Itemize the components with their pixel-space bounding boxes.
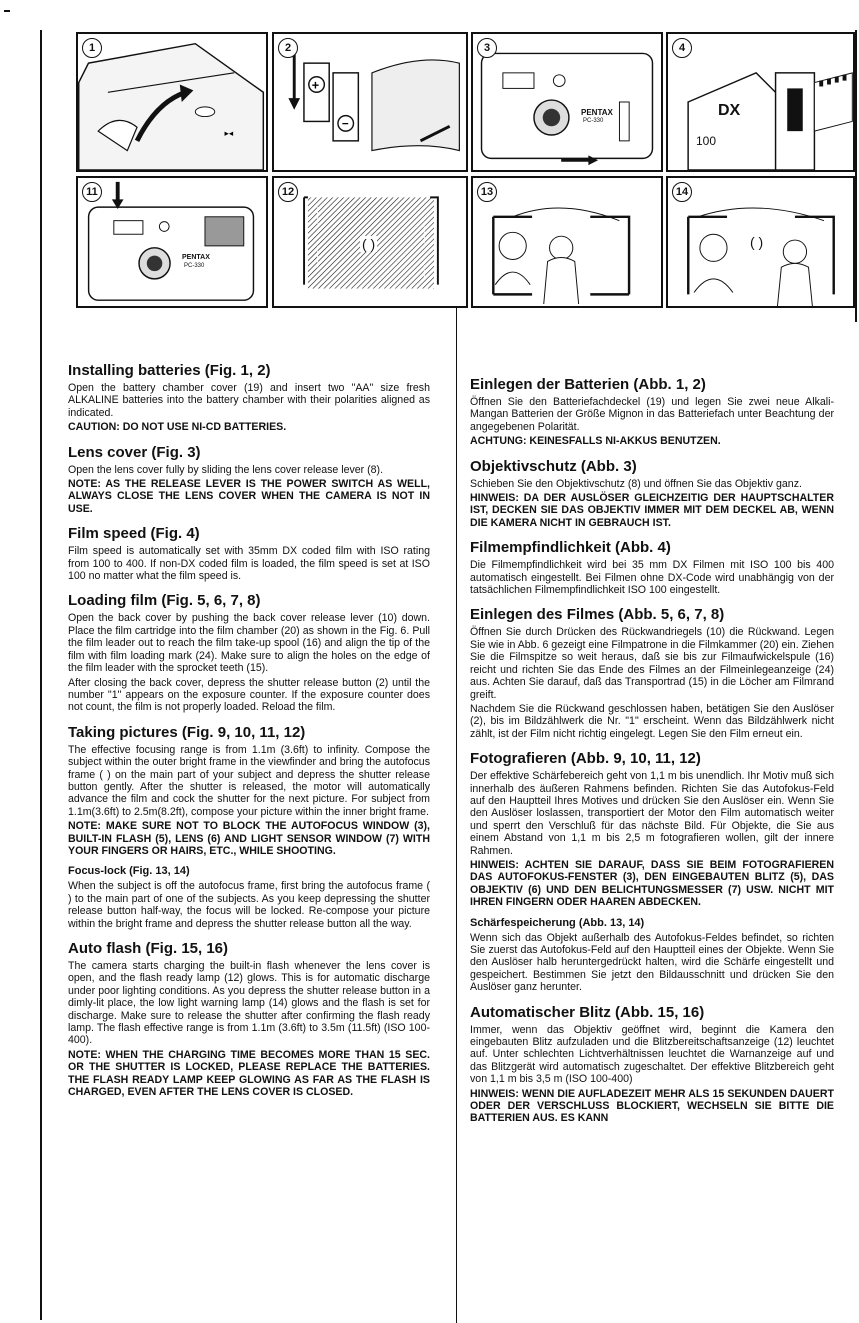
loading-film-text-1: Open the back cover by pushing the back cover release lever (10) down. Place the film cartridge into the film chamber (20) as shown in the Fig. 6. Pull the film leader out to reach the film take-up spool (16) and align the tip of the film with film loading mark (24). Make sure to align the holes on the edge of the film leader with the sprocket teeth (15).: [68, 612, 430, 675]
figure-13: [471, 176, 663, 308]
figure-3-illustration: [473, 34, 661, 170]
einlegen-film-text-2: Nachdem Sie die Rückwand geschlossen haben, betätigen Sie den Auslöser (2), bis im Bildzählwerk die Nr. "1" erscheint. Wenn das Bildzählwerk nicht zählt, ist der Film nicht richtig eingelegt. Legen Sie den Film erneut ein.: [470, 702, 834, 740]
english-column: [68, 362, 430, 1100]
figure-4-illustration: [668, 34, 853, 170]
figure-number: 14: [672, 182, 692, 202]
figure-11: [76, 176, 268, 308]
lens-cover-text: Open the lens cover fully by sliding the lens cover release lever (8).: [68, 463, 384, 476]
german-column: [470, 376, 834, 1127]
filmempfindlichkeit-text: Die Filmempfindlichkeit wird bei 35 mm DX Filmen mit ISO 100 bis 400 automatisch eingestellt. Bei Filmen ohne DX-Code wird unabhängig von der tatsächlichen Filmempfindlichkeit ISO 100 eingestellt.: [470, 559, 834, 597]
figure-number: 13: [477, 182, 497, 202]
batterien-achtung: ACHTUNG: KEINESFALLS NI-AKKUS BENUTZEN.: [470, 435, 721, 448]
fotografieren-text: Der effektive Schärfebereich geht von 1,1 m bis unendlich. Ihr Motiv muß sich innerhalb des äußeren Rahmens befinden. Richten Sie das Autofokus-Feld auf den Hauptteil Ihres Motives und drücken Sie den Auslöser ein. Wenn Sie den Auslöser loslassen, transportiert der Motor den Film automatisch weiter und sperrt den Verschluß für das nächste Bild. Für Objekte, die Sie aus einem Abstand von 1,1 m bis 2,5 m fotografieren wollen, gilt der innere Rahmen.: [470, 770, 834, 857]
figure-12: [272, 176, 468, 308]
lens-cover-note: NOTE: AS THE RELEASE LEVER IS THE POWER SWITCH AS WELL, ALWAYS CLOSE THE LENS COVER WHEN THE CAMERA IS NOT IN USE.: [68, 478, 430, 515]
section-title-focus-lock: Focus-lock (Fig. 13, 14): [68, 865, 190, 878]
figure-number: 11: [82, 182, 102, 202]
film-speed-text: Film speed is automatically set with 35mm DX coded film with ISO rating from 100 to 400. If non-DX coded film is loaded, the film speed is set at ISO 100 no matter what the film speed is.: [68, 545, 430, 583]
auto-flash-note: NOTE: WHEN THE CHARGING TIME BECOMES MORE THAN 15 SEC. OR THE SHUTTER IS LOCKED, PLEASE REPLACE THE BATTERIES. THE FLASH READY LAMP KEEP GLOWING AS FAR AS THE FLASH IS CHARGED, EVEN AFTER THE LENS COVER IS CLOSED.: [68, 1048, 430, 1099]
figure-number: 1: [82, 38, 102, 58]
batteries-caution: CAUTION: DO NOT USE NI-CD BATTERIES.: [68, 421, 287, 434]
model-label: PC-330: [184, 263, 205, 269]
svg-text:+: +: [311, 78, 320, 93]
section-title-filmempfindlichkeit: Filmempfindlichkeit (Abb. 4): [470, 539, 671, 557]
autofocus-frame-mark: ( ): [750, 234, 764, 250]
left-border-line: [40, 30, 42, 1320]
batterien-text: Öffnen Sie den Batteriefachdeckel (19) und legen Sie zwei neue Alkali-Mangan Batterien der Größe Mignon in das Batteriefach unter Beachtung der angegebenen Polarität.: [470, 396, 834, 433]
section-title-batterien: Einlegen der Batterien (Abb. 1, 2): [470, 376, 706, 393]
objektivschutz-hinweis: HINWEIS: DA DER AUSLÖSER GLEICHZEITIG DER HAUPTSCHALTER IST, DECKEN SIE DAS OBJEKTIV IMMER MIT DEM DECKEL AB, WENN DIE KAMERA NICHT IN GEBRAUCH IST.: [470, 492, 834, 529]
figure-number: 2: [278, 38, 298, 58]
batteries-text: Open the battery chamber cover (19) and insert two "AA" size fresh ALKALINE batteries into the battery chamber with their polarities aligned as indicated.: [68, 382, 430, 419]
automatischer-blitz-text: Immer, wenn das Objektiv geöffnet wird, beginnt die Kamera den eingebauten Blitz aufzuladen und die Blitzbereitschaftsanzeige (12) leuchtet auf. Unter schlechten Lichtverhältnissen leuchtet die Warnanzeige auf und das Blitzgerät wird automatisch zugeschaltet. Der effektive Blitzbereich geht von 1,1 m bis 3,5 m (ISO 100-400): [470, 1023, 834, 1086]
schaerfespeicherung-text: Wenn sich das Objekt außerhalb des Autofokus-Feldes befindet, so richten Sie zuerst das Autofokus-Feld auf den Hauptteil eines der Objekte. Wenn Sie den Auslöser halb heruntergedrückt halten, wird die Schärfe eingestellt und gespeichert. Bestimmen Sie jetzt den Bildausschnitt und drücken Sie den Auslöser ganz herunter.: [470, 931, 834, 994]
loading-film-text-2: After closing the back cover, depress the shutter release button (2) until the number "1" appears on the exposure counter. If the exposure counter does not count, the film is not properly loaded. Reload the film.: [68, 676, 430, 714]
figure-2-illustration: [274, 34, 466, 170]
dx-mark: DX: [718, 102, 741, 119]
figure-11-illustration: [78, 178, 266, 306]
taking-pictures-text: The effective focusing range is from 1.1m (3.6ft) to infinity. Compose the subject within the outer bright frame in the viewfinder and bring the autofocus frame ( ) on the main part of your subject and depress the shutter release button gently. After the shutter is released, the motor will automatically advance the film and cock the shutter for the next picture. For subject from 1.1m(3.6ft) to 2.5m(8.2ft), compose your picture within the inner bright frame.: [68, 743, 430, 818]
section-title-lens-cover: Lens cover (Fig. 3): [68, 443, 201, 461]
box-iso-label: 100: [696, 134, 717, 148]
figure-number: 12: [278, 182, 298, 202]
objektivschutz-text: Schieben Sie den Objektivschutz (8) und öffnen Sie das Objektiv ganz.: [470, 477, 802, 490]
focus-lock-text: When the subject is off the autofocus frame, first bring the autofocus frame ( ) to the main part of one of the subjects. As you keep depressing the shutter release button half-way, the focus will be locked. Re-compose your picture within the bright frame and depress the shutter release button all the way.: [68, 880, 430, 930]
section-title-fotografieren: Fotografieren (Abb. 9, 10, 11, 12): [470, 750, 701, 768]
section-title-taking-pictures: Taking pictures (Fig. 9, 10, 11, 12): [68, 723, 306, 741]
figure-13-illustration: [473, 178, 661, 306]
autofocus-frame-mark: ( ): [362, 236, 376, 252]
figure-4: [666, 32, 855, 172]
section-title-film-speed: Film speed (Fig. 4): [68, 525, 200, 543]
svg-text:▸◂: ▸◂: [224, 128, 234, 138]
figure-2: [272, 32, 468, 172]
column-divider: [456, 308, 457, 1323]
page-mark: [4, 10, 10, 12]
right-border-line: [855, 30, 857, 322]
taking-pictures-note: NOTE: MAKE SURE NOT TO BLOCK THE AUTOFOCUS WINDOW (3), BUILT-IN FLASH (5), LENS (6) AND LIGHT SENSOR WINDOW (7) WITH YOUR FINGERS OR HAIRS, ETC., WHILE SHOOTING.: [68, 820, 430, 857]
fotografieren-hinweis: HINWEIS: ACHTEN SIE DARAUF, DASS SIE BEIM FOTOGRAFIEREN DAS AUTOFOKUS-FENSTER (3), DEN EINGEBAUTEN BLITZ (5), DAS OBJEKTIV (6) UND DEN BELICHTUNGSMESSER (7) USW. NICHT MIT IHREN FINGERN ODER HAAREN ABDECKEN.: [470, 858, 834, 909]
section-title-loading-film: Loading film (Fig. 5, 6, 7, 8): [68, 592, 261, 610]
auto-flash-text: The camera starts charging the built-in flash whenever the lens cover is open, and the flash ready lamp (12) glows. This is for automatic discharge under poor lighting conditions. As you depress the shutter release button in a dimly-lit place, the low light warning lamp (14) glows and the flash is set for discharge. Make sure to release the shutter after confirming the flash ready lamp. The flash effective range is from 1.1m (3.6ft) to 3.5m (11.5ft) (ISO 100-400).: [68, 960, 430, 1047]
einlegen-film-text-1: Öffnen Sie durch Drücken des Rückwandriegels (10) die Rückwand. Legen Sie wie in Abb. 6 gezeigt eine Filmpatrone in die Filmkammer (20) ein. Ziehen Sie die Filmspitze so weit heraus, daß sie bis zur Filmaufwickelspule (16) reicht und richten Sie das Ende des Filmes an der Filmeinlegeanzeige (24) aus. Achten Sie darauf, daß das Transportrad (15) in die Löcher am Filmrand greift.: [470, 626, 834, 701]
section-title-objektivschutz: Objektivschutz (Abb. 3): [470, 457, 637, 475]
figure-number: 4: [672, 38, 692, 58]
brand-logo: PENTAX: [581, 108, 613, 117]
figure-number: 3: [477, 38, 497, 58]
section-title-auto-flash: Auto flash (Fig. 15, 16): [68, 940, 229, 957]
section-title-batteries: Installing batteries (Fig. 1, 2): [68, 362, 271, 379]
section-title-automatischer-blitz: Automatischer Blitz (Abb. 15, 16): [470, 1003, 705, 1021]
model-label: PC-330: [583, 118, 604, 124]
automatischer-blitz-hinweis: HINWEIS: WENN DIE AUFLADEZEIT MEHR ALS 15 SEKUNDEN DAUERT ODER DER VERSCHLUSS BLOCKIERT, WECHSELN SIE BITTE DIE BATTERIEN AUS. ES KANN: [470, 1087, 834, 1125]
section-title-einlegen-film: Einlegen des Filmes (Abb. 5, 6, 7, 8): [470, 606, 725, 624]
figure-14: [666, 176, 855, 308]
section-title-schaerfespeicherung: Schärfespeicherung (Abb. 13, 14): [470, 916, 645, 929]
figure-3: [471, 32, 663, 172]
svg-text:−: −: [341, 117, 349, 131]
figure-1-illustration: [78, 34, 266, 170]
brand-logo: PENTAX: [182, 254, 210, 261]
figure-1: [76, 32, 268, 172]
